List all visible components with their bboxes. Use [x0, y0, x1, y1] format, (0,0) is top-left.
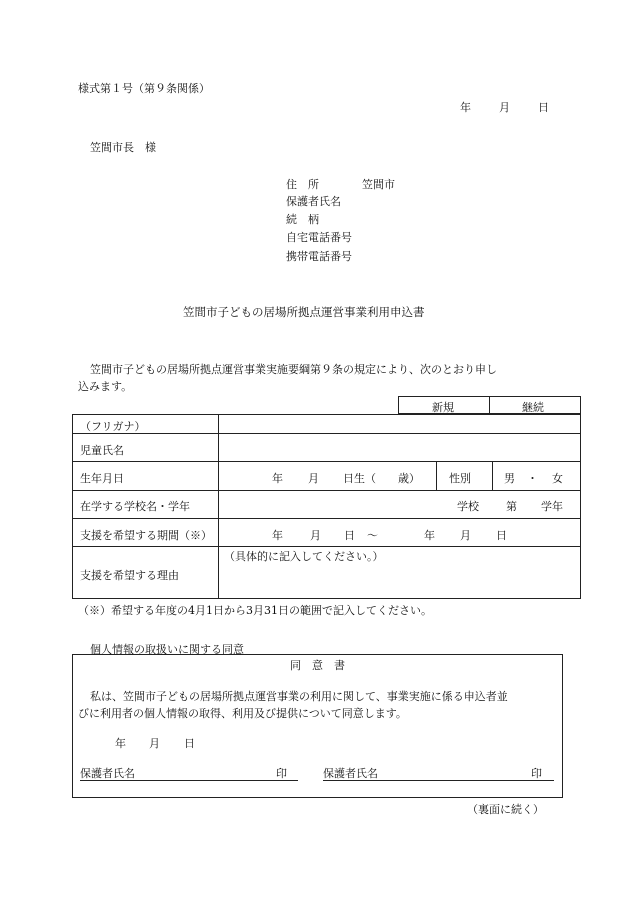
birth-month: 月	[308, 472, 319, 485]
intro-line-2: 込みます。	[78, 380, 133, 393]
reason-label: 支援を希望する理由	[80, 569, 179, 582]
period-end-day: 日	[496, 529, 507, 542]
row-divider	[72, 546, 581, 547]
period-label: 支援を希望する期間（※）	[80, 529, 212, 542]
reason-note: （具体的に記入してください。）	[224, 550, 384, 563]
header-date-year: 年	[460, 101, 471, 114]
guardian-2-label: 保護者氏名	[323, 767, 378, 780]
child-name-label: 児童氏名	[80, 444, 124, 457]
address-value: 笠間市	[362, 178, 395, 191]
consent-date-year: 年	[115, 737, 126, 750]
table-note: （※）希望する年度の4月1日から3月31日の範囲で記入してください。	[78, 604, 432, 617]
period-end-year: 年	[424, 529, 435, 542]
furigana-label: （フリガナ）	[80, 420, 146, 433]
signature-line-1	[80, 780, 298, 781]
type-divider	[489, 396, 490, 414]
type-continue: 継続	[522, 401, 544, 414]
period-tilde: ～	[367, 529, 378, 542]
period-start-month: 月	[310, 529, 321, 542]
home-phone-label: 自宅電話番号	[286, 231, 352, 244]
consent-date-day: 日	[184, 737, 195, 750]
consent-text-line-2: びに利用者の個人情報の取得、利用及び提供について同意します。	[78, 707, 407, 720]
consent-title: 同 意 書	[290, 659, 345, 672]
seal-2: 印	[531, 767, 542, 780]
gender-divider	[492, 461, 493, 490]
type-new: 新規	[432, 401, 454, 414]
gender-divider	[436, 461, 437, 490]
grade-prefix: 第	[506, 500, 517, 513]
mobile-phone-label: 携帯電話番号	[286, 250, 352, 263]
period-start-day: 日	[344, 529, 355, 542]
seal-1: 印	[276, 767, 287, 780]
birth-age: 歳）	[398, 472, 420, 485]
consent-box	[72, 654, 563, 798]
consent-heading: 個人情報の取扱いに関する同意	[90, 643, 244, 656]
signature-line-2	[323, 780, 554, 781]
gender-dot: ・	[527, 472, 538, 485]
birth-day-age-open: 日生（	[343, 472, 376, 485]
school-suffix: 学校	[457, 500, 479, 513]
period-end-month: 月	[460, 529, 471, 542]
period-start-year: 年	[272, 529, 283, 542]
row-divider	[72, 518, 581, 519]
header-date-day: 日	[538, 101, 549, 114]
grade-suffix: 学年	[541, 500, 563, 513]
guardian-name-label: 保護者氏名	[286, 195, 341, 208]
guardian-1-label: 保護者氏名	[80, 767, 135, 780]
address-label: 住 所	[286, 178, 319, 191]
page-title: 笠間市子どもの居場所拠点運営事業利用申込書	[183, 305, 425, 319]
row-divider	[72, 461, 581, 462]
addressee: 笠間市長 様	[90, 141, 156, 154]
row-divider	[72, 490, 581, 491]
relation-label: 続 柄	[286, 213, 319, 226]
consent-date-month: 月	[149, 737, 160, 750]
gender-male: 男	[504, 472, 515, 485]
birth-date-label: 生年月日	[80, 472, 124, 485]
table-column-divider	[218, 414, 219, 599]
form-number: 様式第１号（第９条関係）	[78, 82, 210, 95]
continued-note: （裏面に続く）	[467, 803, 544, 816]
header-date-month: 月	[499, 101, 510, 114]
school-label: 在学する学校名・学年	[80, 500, 190, 513]
gender-label: 性別	[449, 472, 471, 485]
gender-female: 女	[552, 472, 563, 485]
consent-text-line-1: 私は、笠間市子どもの居場所拠点運営事業の利用に関して、事業実施に係る申込者並	[90, 690, 508, 703]
intro-line-1: 笠間市子どもの居場所拠点運営事業実施要綱第９条の規定により、次のとおり申し	[90, 363, 497, 376]
row-divider	[72, 433, 581, 434]
birth-year: 年	[272, 472, 283, 485]
